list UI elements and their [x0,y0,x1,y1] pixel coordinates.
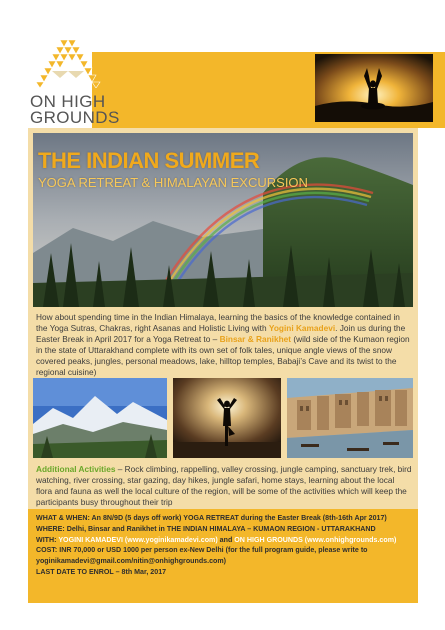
event-details-box [28,509,418,603]
teacher-website: YOGINI KAMADEVI (www.yoginikamadevi.com) [58,535,218,544]
detail-last-date: LAST DATE TO ENROL – 8th Mar, 2017 [36,567,167,576]
destination-name: Binsar & Ranikhet [219,333,292,344]
photo-strip [33,378,413,458]
teacher-name: Yogini Kamadevi [268,322,336,333]
detail-what-when: WHAT & WHEN: An 8N/9D (5 days off work) YOGA RETREAT during the Easter Break (8th-16th Apr 2017) [36,514,387,522]
varanasi-ghats-photo [287,378,413,458]
header [0,0,445,128]
activities-text: – Rock climbing, rappelling, valley crossing, jungle camping, sanctuary trek, bird watching, river crossing, star gazing, day hikes, jungle safari, home stays, learning about the local flora and fauna as well the local culture of the region, will be some of the activities which will keep the participants busy throughout their trip [36,464,412,507]
detail-where: WHERE: Delhi, Binsar and Ranikhet in THE INDIAN HIMALAYA – KUMAON REGION - UTTARAKHAND [36,524,376,533]
snow-mountains-photo [33,378,167,458]
tree-pose-photo [173,378,281,458]
meditation-sunset-photo [315,54,433,122]
brand-name-line2: GROUNDS [30,108,120,127]
intro-text-3: (wild side of the Kumaon region in the state of Uttarakhand complete with its own set of folk tales, unique angle views of the snow covered peaks, jungles, personal meadows, lake, hilltop temples, Babaji’s Cave and its twist to the regional cuisine) [36,333,410,377]
activities-label: Additional Activities [36,464,116,474]
brand-name-line1: ON HIGH [30,92,106,111]
detail-with [36,535,410,546]
activities-paragraph [36,464,412,508]
intro-paragraph [36,312,412,377]
intro-text-2: . Join us during the Easter Break in April 2017 for a Yoga Retreat to – [36,322,406,344]
detail-with-and: and [217,535,235,544]
intro-text-1: How about spending time in the Indian Himalaya, learning the basics of the knowledge contained in the Yoga Sutras, Chakras, right Asanas and Holistic Living with [36,312,400,333]
mountain-logo-icon [30,38,120,88]
org-website: ON HIGH GROUNDS (www.onhighgrounds.com) [234,535,397,544]
detail-cost: COST: INR 70,000 or USD 1000 per person ex-New Delhi (for the full program guide, please write to [36,546,368,555]
page-title: THE INDIAN SUMMER [38,148,260,173]
detail-contact-emails: yoginikamadevi@gmail.com/nitin@onhighgrounds.com) [36,557,227,566]
detail-with-label: WITH: [36,535,59,544]
page-subtitle: YOGA RETREAT & HIMALAYAN EXCURSION [38,175,308,190]
